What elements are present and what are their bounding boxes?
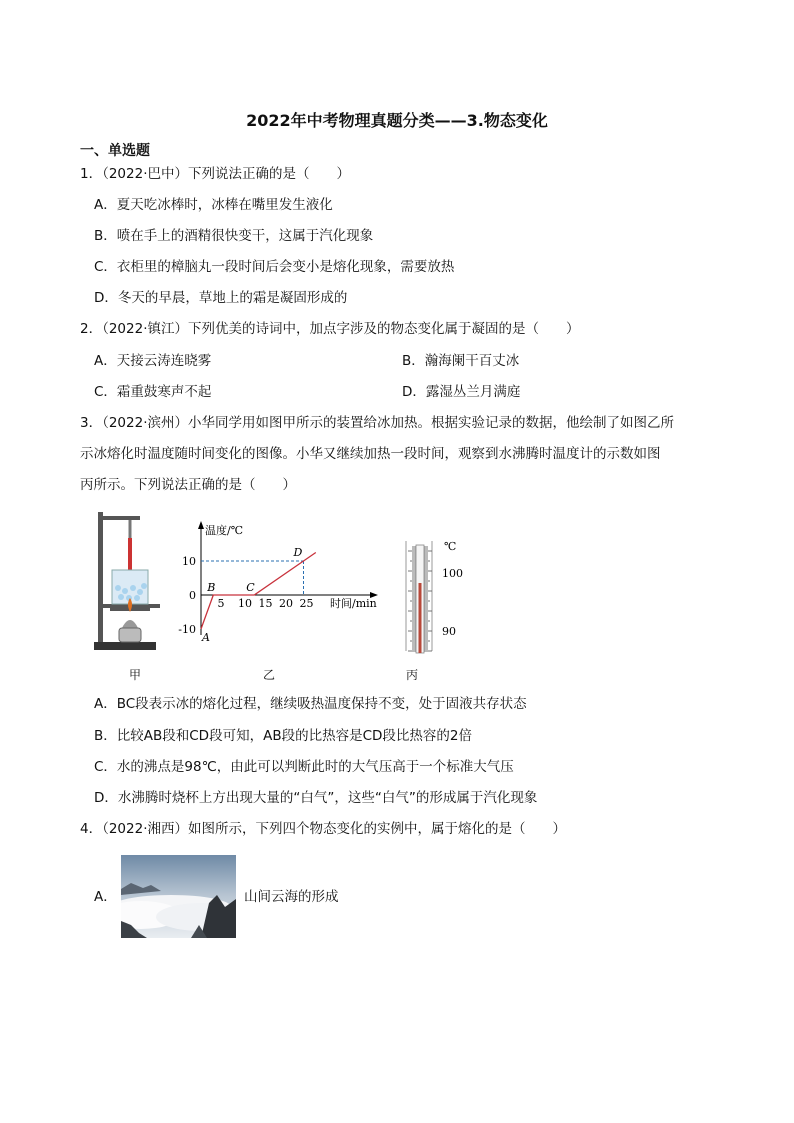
y-axis-arrow [198, 521, 204, 529]
question-4-option-a-text: 山间云海的形成 [244, 889, 339, 905]
question-1-option-a: A．夏天吃冰棒时，冰棒在嘴里发生液化 [94, 197, 333, 213]
figure-label-bing: 丙 [406, 668, 419, 682]
thermometer-tick-90: 90 [442, 625, 456, 638]
thermometer-tick-100: 100 [442, 567, 463, 580]
y-tick-label: 0 [189, 589, 196, 602]
question-1-option-b: B．喷在手上的酒精很快变干，这属于汽化现象 [94, 228, 374, 244]
figure-label-jia: 甲 [129, 668, 142, 682]
y-axis-label: 温度/℃ [205, 524, 244, 537]
question-1-option-c: C．衣柜里的樟脑丸一段时间后会变小是熔化现象，需要放热 [94, 259, 455, 275]
x-tick-label-10: 10 [238, 597, 252, 610]
mercury-column [419, 583, 422, 653]
question-3-option-d: D．水沸腾时烧杯上方出现大量的“白气”，这些“白气”的形成属于汽化现象 [94, 790, 538, 806]
point-label-a: A [202, 631, 210, 644]
question-3-option-c: C．水的沸点是98℃，由此可以判断此时的大气压高于一个标准大气压 [94, 759, 514, 775]
y-tick-label: 10 [182, 555, 196, 568]
thermometer-unit: ℃ [444, 540, 457, 553]
question-3-option-a: A．BC段表示冰的熔化过程，继续吸热温度保持不变，处于固液共存状态 [94, 696, 527, 712]
point-label-c: C [246, 581, 255, 594]
temperature-graph [168, 517, 390, 647]
question-1-stem: 1．（2022·巴中）下列说法正确的是（ ） [80, 166, 350, 182]
page-title: 2022年中考物理真题分类——3.物态变化 [246, 111, 548, 130]
question-2-stem: 2．（2022·镇江）下列优美的诗词中，加点字涉及的物态变化属于凝固的是（ ） [80, 321, 580, 337]
question-1-option-d: D．冬天的早晨，草地上的霜是凝固形成的 [94, 290, 348, 306]
thermometer-figure [398, 537, 478, 655]
question-2-option-b: B．瀚海阑干百丈冰 [402, 353, 520, 369]
x-axis-label: 时间/min [330, 597, 377, 610]
x-tick-label-15: 15 [258, 597, 273, 610]
x-tick-label-5: 5 [217, 597, 225, 610]
point-label-d: D [293, 546, 303, 559]
x-tick-label-20: 20 [279, 597, 293, 610]
temperature-line [201, 553, 316, 630]
question-4-option-a-letter: A． [94, 889, 117, 905]
x-tick-label-25: 25 [299, 597, 314, 610]
question-2-option-d: D．露湿丛兰月满庭 [402, 384, 521, 400]
question-2-option-a: A．天接云涛连晓雾 [94, 353, 212, 369]
question-3-stem-line: 示冰熔化时温度随时间变化的图像。小华又继续加热一段时间，观察到水沸腾时温度计的示数如图 [80, 446, 661, 462]
question-3-option-b: B．比较AB段和CD段可知，AB段的比热容是CD段比热容的2倍 [94, 728, 472, 744]
figure-label-yi: 乙 [263, 668, 276, 682]
sea-of-clouds-photo [121, 855, 236, 938]
question-3-stem-line: 丙所示。下列说法正确的是（ ） [80, 477, 296, 493]
section-heading: 一、单选题 [80, 143, 150, 159]
point-label-b: B [207, 581, 216, 594]
question-2-option-c: C．霜重鼓寒声不起 [94, 384, 212, 400]
y-tick-label: -10 [178, 623, 196, 636]
question-4-stem: 4．（2022·湘西）如图所示，下列四个物态变化的实例中，属于熔化的是（ ） [80, 821, 566, 837]
apparatus-figure [94, 508, 174, 653]
question-3-stem-line: 3．（2022·滨州）小华同学用如图甲所示的装置给冰加热。根据实验记录的数据，他绘制了如图乙所 [80, 415, 674, 431]
